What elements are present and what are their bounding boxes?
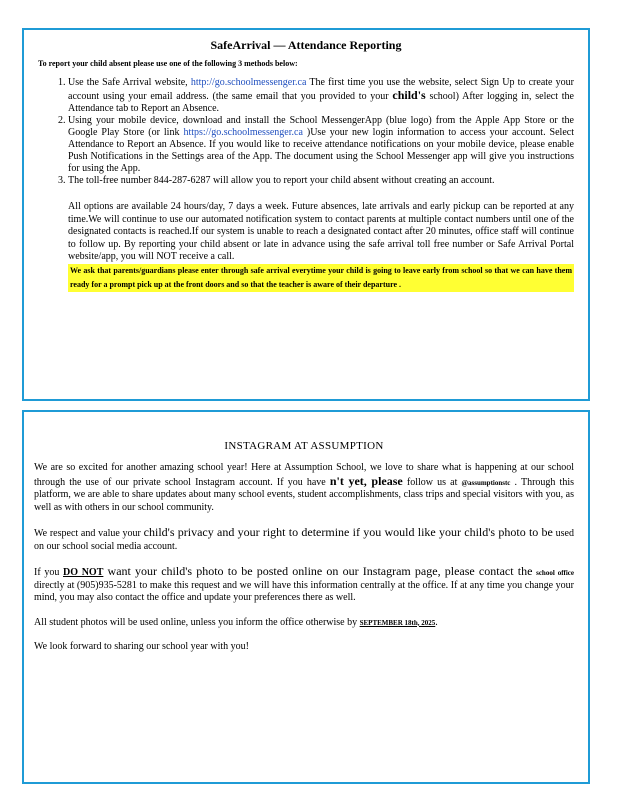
p3-text: If you — [34, 567, 64, 578]
method-2-text: Using your mobile device, download and install the School MessengerApp (blue logo) from the Apple App Store or the Google Play Store (or link — [68, 115, 574, 138]
attendance-intro: To report your child absent please use one of the following 3 methods below: — [38, 59, 298, 68]
closing-paragraph: We look forward to sharing our school year with you! — [34, 641, 249, 652]
method-website — [68, 77, 574, 115]
attendance-title: SafeArrival — Attendance Reporting — [210, 38, 402, 52]
method-1-text-2: The first time you use the website, select Sign Up to create your account using your email address. (the same email that you provided to your — [68, 77, 574, 102]
privacy-paragraph — [34, 526, 574, 553]
options-paragraph: All options are available 24 hours/day, 7 days a week. Future absences, late arrivals and early pickup can be reported at any time.We will continue to use our automated notification system to contact parents at multiple contact numbers until one of the designated contacts is reached.If our system is unable to reach a designated contact after 20 minutes, office staff will continue to follow up. By reporting your child absent or late in advance using the safe arrival toll free number or Safe Arrival Portal website/app, you will NOT receive a call. — [68, 201, 574, 262]
method-3-text: The toll-free number 844-287-6287 will allow you to report your child absent without creating an account. — [68, 175, 495, 186]
p4-text-2: . — [435, 616, 438, 628]
deadline-paragraph — [34, 617, 574, 630]
p1-text: We are so excited for another amazing school year! Here at Assumption School, we love to share what is happening at our school through the use of our private school Instagram account. If you have — [34, 462, 574, 488]
method-1-bold: child's — [392, 88, 426, 102]
highlighted-note: We ask that parents/guardians please enter through safe arrival everytime your child is going to leave early from school so that we can have them ready for a prompt pick up at the front doors and so that the teacher is aware of their departure . — [68, 264, 574, 292]
p1-text-2: follow us at — [402, 476, 462, 488]
method-1-text: Use the Safe Arrival website, — [68, 77, 191, 88]
instagram-handle: @assumptionstc — [461, 478, 511, 487]
instagram-intro-paragraph — [34, 462, 574, 514]
method-1-text-3: school) After logging in, select the Attendance tab to Report an Absence. — [68, 91, 574, 114]
do-not-text: DO NOT — [63, 567, 104, 578]
methods-list — [38, 77, 574, 187]
p1-bold: n't yet, please — [329, 473, 403, 488]
schoolmessenger-link[interactable]: https://go.schoolmessenger.ca — [183, 127, 303, 138]
method-mobile-app — [68, 115, 574, 175]
attendance-panel — [22, 28, 590, 401]
instagram-title: INSTAGRAM AT ASSUMPTION — [224, 440, 384, 452]
method-toll-free — [68, 175, 574, 187]
p1-text-3: . Through this platform, we are able to share updates about many school events, student accomplishments, class trips and special visitors with you, as well as with others in our school community. — [34, 476, 575, 513]
p3-text-2: directly at (905)935-5281 to make this request and we will have this information centrally at the office. If at any time you change your mind, you may also contact the office and update your preferences there as well. — [34, 579, 574, 603]
p4-text: All student photos will be used online, unless you inform the office otherwise by — [34, 616, 360, 628]
p2-text-2: used on our school social media account. — [34, 528, 574, 552]
school-office-text: school office — [536, 569, 575, 577]
opt-out-paragraph — [34, 565, 574, 605]
instagram-panel — [22, 410, 590, 784]
deadline-date: SEPTEMBER 18th, 2025 — [359, 618, 436, 627]
p2-big: child's privacy and your right to determine if you would like your child's photo to be — [143, 525, 553, 539]
safe-arrival-link[interactable]: http://go.schoolmessenger.ca — [190, 77, 307, 88]
method-2-text-2: )Use your new login information to access your account. Select Attendance to Report an Absence. If you would like to receive attendance notifications on your mobile device, please enable Push Notifications in the Settings area of the App. The document using the School Messenger app will give you instructions for using the App. — [68, 127, 574, 174]
p2-text: We respect and value your — [34, 528, 144, 539]
p3-big: want your child's photo to be posted online on our Instagram page, please contact the — [103, 564, 533, 578]
